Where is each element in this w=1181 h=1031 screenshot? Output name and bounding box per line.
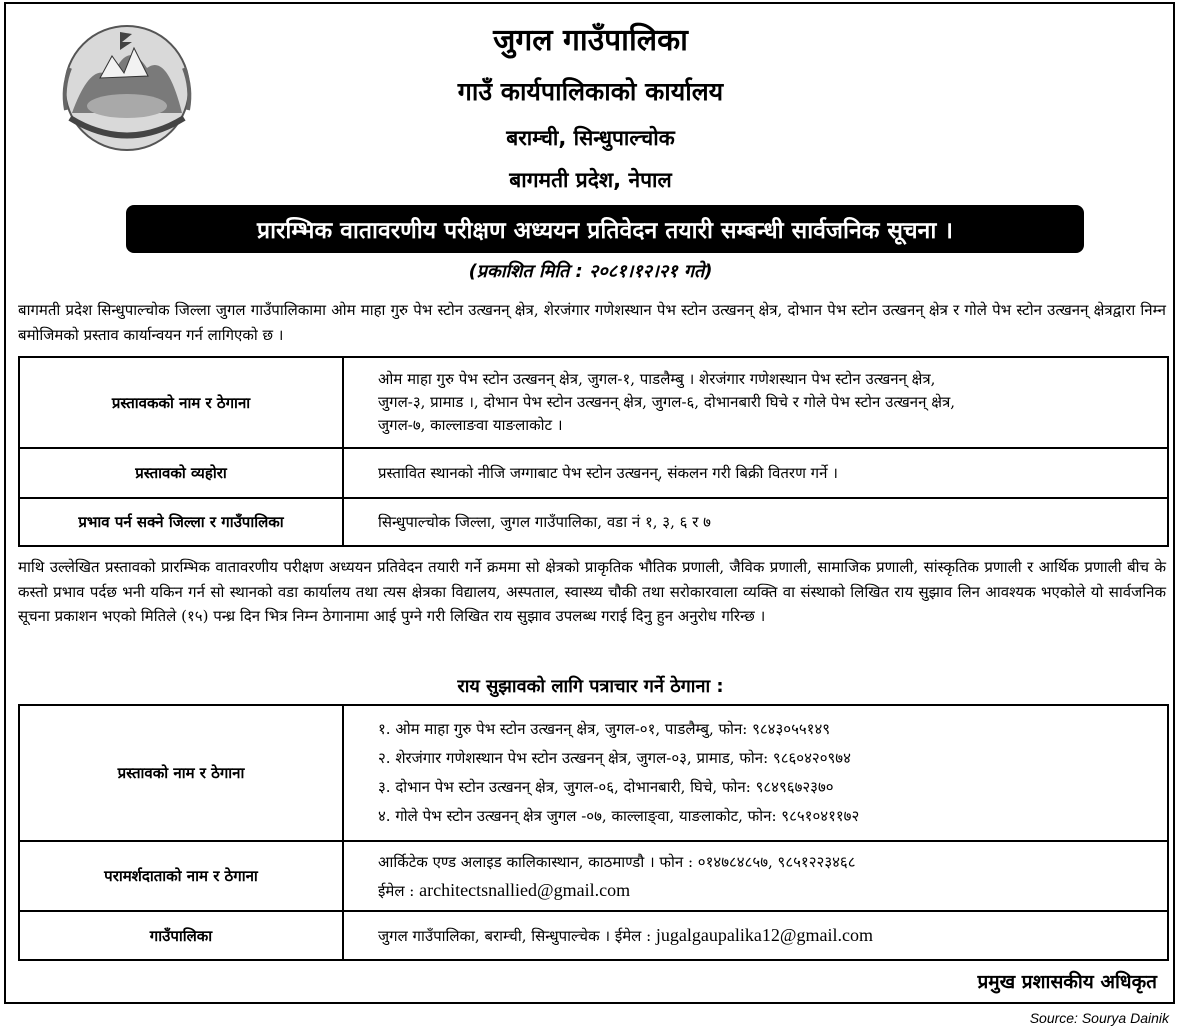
body-paragraph: माथि उल्लेखित प्रस्तावको प्रारम्भिक वातावरणीय परीक्षण अध्ययन प्रतिवेदन तयारी गर्ने क्रममा सो क्षेत्रको प्राकृतिक भौतिक प्रणाली, जैविक प्रणाली, सामाजिक प्रणाली, सांस्कृतिक प्रणाली र आर्थिक प्रणाली बीच के कस्तो प्रभाव पर्दछ भनी यकिन गर्न सो स्थानको वडा कार्यालय तथा त्यस क्षेत्रका विद्यालय, अस्पताल, स्वास्थ्य चौकी तथा सरोकारवाला व्यक्ति वा संस्थाको लिखित राय सुझाव लिन आवश्यक भएकोले यो सार्वजनिक सूचना प्रकाशन भएको मितिले (१५) पन्ध्र दिन भित्र निम्न ठेगानामा आई पुग्ने गरी लिखित राय सुझाव उपलब्ध गराई दिनु हुन अनुरोध गरिन्छ ।: [18, 558, 1166, 625]
table-row: [19, 357, 1168, 448]
address-line: १. ओम माहा गुरु पेभ स्टोन उत्खनन् क्षेत्र, जुगल-०१, पाडलैम्बु, फोन: ९८४३०५५१४९: [378, 720, 831, 738]
consultant-address: आर्किटेक एण्ड अलाइड कालिकास्थान, काठमाण्डौ । फोन : ०१४७८४८५७, ९८५१२२३४६८: [378, 852, 856, 871]
office-location: बराम्ची, सिन्धुपाल्चोक: [506, 126, 675, 150]
affected-area-value: सिन्धुपाल्चोक जिल्ला, जुगल गाउँपालिका, वडा नं १, ३, ६ र ७: [343, 498, 1168, 546]
published-date: (प्रकाशित मिति : २०८१।१२।२१ गते): [468, 261, 713, 282]
table-row: [19, 705, 1168, 841]
intro-paragraph: बागमती प्रदेश सिन्धुपाल्चोक जिल्ला जुगल गाउँपालिकामा ओम माहा गुरु पेभ स्टोन उत्खनन् क्षेत्र, शेरजंगार गणेशस्थान पेभ स्टोन उत्खनन् क्षेत्र, दोभान पेभ स्टोन उत्खनन् क्षेत्र र गोले पेभ स्टोन उत्खनन् क्षेत्रद्वारा निम्न बमोजिमको प्रस्ताव कार्यान्वयन गर्न लागिएको छ ।: [18, 301, 1166, 344]
affected-area-label: प्रभाव पर्न सक्ने जिल्ला र गाउँपालिका: [19, 498, 343, 546]
municipality-email-link[interactable]: jugalgaupalika12@gmail.com: [655, 925, 873, 945]
municipality-address: जुगल गाउँपालिका, बराम्ची, सिन्धुपाल्चेक । ईमेल :: [378, 927, 656, 945]
table-row: [19, 448, 1168, 498]
table-row: [19, 911, 1168, 960]
municipality-value: [343, 911, 1168, 960]
proposer-line: जुगल-७, काल्लाङवा याङलाकोट ।: [378, 416, 563, 434]
notice-title-banner: प्रारम्भिक वातावरणीय परीक्षण अध्ययन प्रतिवेदन तयारी सम्बन्धी सार्वजनिक सूचना ।: [126, 205, 1084, 253]
address-line: २. शेरजंगार गणेशस्थान पेभ स्टोन उत्खनन् क्षेत्र, जुगल-०३, प्रामाड, फोन: ९८६०४२०९७४: [378, 749, 851, 767]
proposer-line: ओम माहा गुरु पेभ स्टोन उत्खनन् क्षेत्र, जुगल-१, पाडलैम्बु । शेरजंगार गणेशस्थान पेभ स्टोन उत्खनन् क्षेत्र,: [378, 370, 936, 388]
proposal-address-label: प्रस्तावको नाम र ठेगाना: [19, 705, 343, 841]
municipality-name: जुगल गाउँपालिका: [493, 23, 688, 58]
consultant-value: [343, 841, 1168, 911]
email-label: ईमेल :: [378, 881, 420, 900]
address-line: ४. गोले पेभ स्टोन उत्खनन् क्षेत्र जुगल -०७, काल्लाङ्वा, याङलाकोट, फोन: ९८५१०४११७२: [378, 807, 860, 825]
signature-title: प्रमुख प्रशासकीय अधिकृत: [977, 971, 1157, 993]
consultant-label: परामर्शदाताको नाम र ठेगाना: [19, 841, 343, 911]
municipality-label: गाउँपालिका: [19, 911, 343, 960]
proposer-value: [343, 357, 1168, 448]
contact-table: [18, 704, 1169, 961]
address-line: ३. दोभान पेभ स्टोन उत्खनन् क्षेत्र, जुगल-०६, दोभानबारी, घिचे, फोन: ९८४९६७२३७०: [378, 778, 834, 796]
consultant-email-line: [378, 876, 1153, 905]
consultant-email-link[interactable]: architectsnallied@gmail.com: [419, 879, 631, 900]
table-row: [19, 498, 1168, 546]
proposal-address-value: [343, 705, 1168, 841]
proposer-label: प्रस्तावकको नाम र ठेगाना: [19, 357, 343, 448]
correspondence-heading: राय सुझावको लागि पत्राचार गर्ने ठेगाना :: [457, 676, 724, 697]
subject-value: प्रस्तावित स्थानको नीजि जग्गाबाट पेभ स्टोन उत्खनन्, संकलन गरी बिक्री वितरण गर्ने ।: [343, 448, 1168, 498]
proposal-table: [18, 356, 1169, 547]
source-credit: Source: Sourya Dainik: [1029, 1010, 1169, 1026]
office-name: गाउँ कार्यपालिकाको कार्यालय: [457, 77, 724, 106]
province-name: बागमती प्रदेश, नेपाल: [509, 168, 672, 192]
proposer-line: जुगल-३, प्रामाड ।, दोभान पेभ स्टोन उत्खनन् क्षेत्र, जुगल-६, दोभानबारी घिचे र गोले पेभ स्टोन उत्खनन् क्षेत्र,: [378, 393, 956, 411]
table-row: [19, 841, 1168, 911]
subject-label: प्रस्तावको व्यहोरा: [19, 448, 343, 498]
